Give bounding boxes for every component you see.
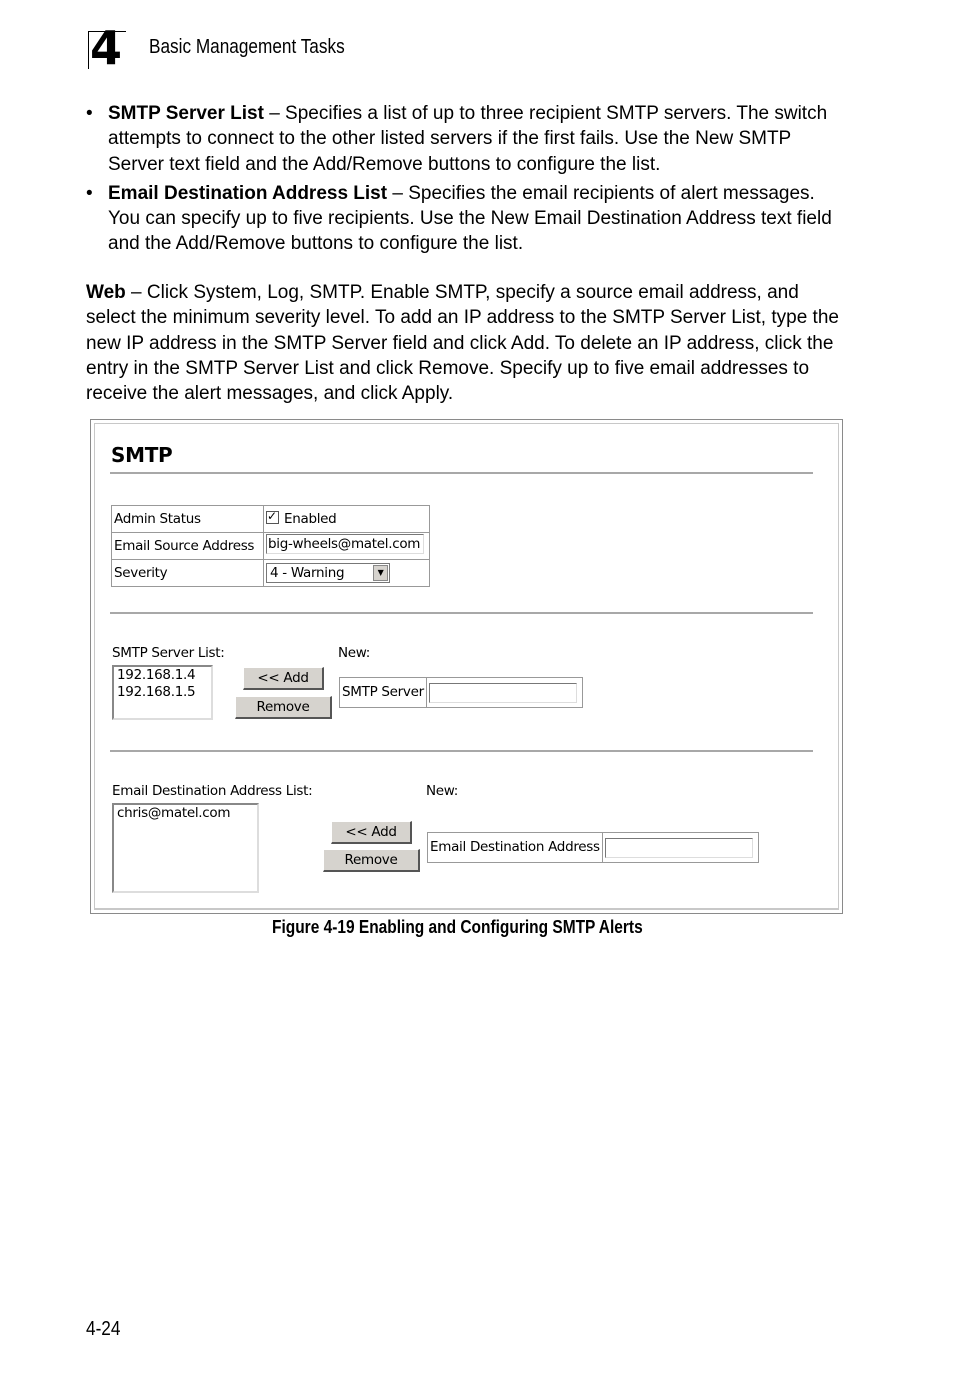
bullet-term: SMTP Server List <box>108 103 264 124</box>
chapter-number: 4 <box>90 21 123 75</box>
admin-status-cell <box>264 506 430 533</box>
divider <box>110 750 813 752</box>
email-listbox[interactable] <box>112 803 259 893</box>
severity-selected-value: 4 - Warning <box>270 565 345 581</box>
new-email-label: New: <box>426 783 459 799</box>
bullet-term: Email Destination Address List <box>108 182 388 204</box>
bullet-email-destination-list <box>86 181 846 257</box>
smtp-server-input[interactable] <box>429 683 577 703</box>
server-listbox[interactable] <box>112 665 213 720</box>
running-title: Basic Management Tasks <box>149 36 345 58</box>
page-number: 4-24 <box>86 1318 121 1340</box>
enabled-label: Enabled <box>284 511 337 527</box>
email-destination-field-label: Email Destination Address <box>428 833 603 862</box>
admin-status-row <box>112 506 430 533</box>
bullet-smtp-server-list <box>86 101 846 177</box>
source-address-input[interactable]: big-wheels@matel.com <box>266 534 424 554</box>
enabled-checkbox[interactable] <box>266 511 279 524</box>
server-list-label: SMTP Server List: <box>112 645 225 661</box>
email-destination-input[interactable] <box>605 838 753 858</box>
bullet-list <box>86 101 846 261</box>
source-address-cell <box>264 533 430 560</box>
web-text: – Click System, Log, SMTP. Enable SMTP, specify a source email address, and select the minimum severity level. To add an IP address to the SMTP Server List, type the new IP address in the SMTP Server field and click Add. To delete an IP address, click the entry in the SMTP Server List and click Remove. Specify up to five email addresses to receive the alert messages, and click Apply. <box>86 282 839 405</box>
severity-row <box>112 560 430 587</box>
email-add-button[interactable]: << Add <box>331 821 412 844</box>
new-server-label: New: <box>338 645 371 661</box>
smtp-page-title: SMTP <box>111 443 173 467</box>
email-destination-field-group <box>427 832 759 863</box>
severity-label: Severity <box>112 560 264 587</box>
smtp-server-field-group <box>339 677 583 708</box>
smtp-config-table <box>111 505 430 587</box>
admin-status-label: Admin Status <box>112 506 264 533</box>
bullet-dot: • <box>86 103 93 124</box>
bullet-text: – Specifies the email recipients of alert messages. You can specify up to five recipients. Use the New Email Destination Address text field and the Add/Remove buttons to configure the list. <box>108 182 832 255</box>
figure-caption: Figure 4-19 Enabling and Configuring SMTP Alerts <box>272 917 643 937</box>
web-term: Web <box>86 282 126 303</box>
list-item[interactable]: 192.168.1.5 <box>117 684 196 700</box>
screenshot-inner-frame <box>94 423 839 910</box>
smtp-screenshot <box>90 419 843 914</box>
web-instructions <box>86 280 846 406</box>
divider <box>110 472 813 474</box>
severity-select[interactable] <box>266 563 390 583</box>
server-add-button[interactable]: << Add <box>243 667 324 690</box>
divider <box>110 612 813 614</box>
dropdown-arrow-icon[interactable]: ▼ <box>373 565 388 581</box>
bullet-text: – Specifies a list of up to three recipient SMTP servers. The switch attempts to connect to the other listed servers if the first fails. Use the New SMTP Server text field and the Add/Remove buttons to configure the list. <box>108 103 828 175</box>
severity-cell <box>264 560 430 587</box>
server-remove-button[interactable]: Remove <box>235 696 332 719</box>
source-address-row <box>112 533 430 560</box>
bullet-dot: • <box>86 182 93 204</box>
source-address-label: Email Source Address <box>112 533 264 560</box>
email-list-label: Email Destination Address List: <box>112 783 313 799</box>
list-item[interactable]: chris@matel.com <box>117 805 231 821</box>
smtp-server-field-label: SMTP Server <box>340 678 427 707</box>
list-item[interactable]: 192.168.1.4 <box>117 667 196 683</box>
email-remove-button[interactable]: Remove <box>323 849 420 872</box>
